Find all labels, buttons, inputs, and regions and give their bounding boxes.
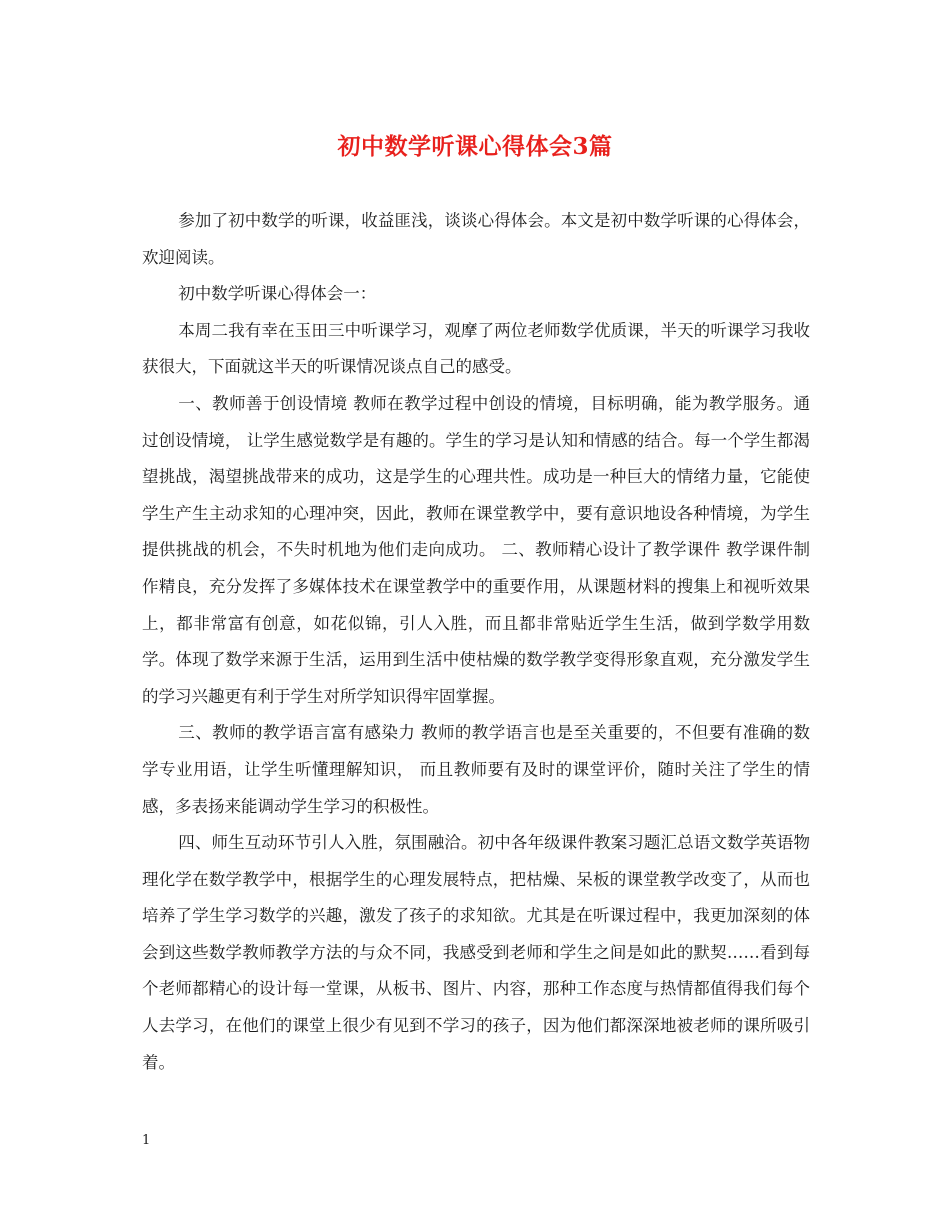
body-paragraph: 本周二我有幸在玉田三中听课学习，观摩了两位老师数学优质课，半天的听课学习我收获很大，下面就这半天的听课情况谈点自己的感受。 [142,320,810,377]
document-title: 初中数学听课心得体会3篇 [337,133,613,160]
body-paragraph: 三、教师的教学语言富有感染力 教师的教学语言也是至关重要的，不但要有准确的数学专业用语，让学生听懂理解知识， 而且教师要有及时的课堂评价，随时关注了学生的情感，多表扬来能调动学生学习的积极性。 [142,723,810,816]
intro-paragraph: 参加了初中数学的听课，收益匪浅，谈谈心得体会。本文是初中数学听课的心得体会，欢迎阅读。 [142,211,810,267]
document-body [142,203,810,1081]
page-number: 1 [142,1133,151,1148]
body-paragraph: 四、师生互动环节引人入胜，氛围融洽。初中各年级课件教案习题汇总语文数学英语物理化学在数学教学中，根据学生的心理发展特点，把枯燥、呆板的课堂教学改变了，从而也培养了学生学习数学的兴趣，激发了孩子的求知欲。尤其是在听课过程中，我更加深刻的体会到这些数学教师教学方法的与众不同，我感受到老师和学生之间是如此的默契……看到每个老师都精心的设计每一堂课，从板书、图片、内容，那种工作态度与热情都值得我们每个人去学习，在他们的课堂上很少有见到不学习的孩子，因为他们都深深地被老师的课所吸引着。 [142,833,810,1072]
section-heading: 初中数学听课心得体会一： [178,284,377,304]
body-paragraph: 一、教师善于创设情境 教师在教学过程中创设的情境，目标明确，能为教学服务。通过创设情境， 让学生感觉数学是有趣的。学生的学习是认知和情感的结合。每一个学生都渴望挑战，渴望挑战带来的成功，这是学生的心理共性。成功是一种巨大的情绪力量，它能使学生产生主动求知的心理冲突，因此，教师在课堂教学中，要有意识地设各种情境，为学生提供挑战的机会，不失时机地为他们走向成功。 二、教师精心设计了教学课件 教学课件制作精良，充分发挥了多媒体技术在课堂教学中的重要作用，从课题材料的搜集上和视听效果上，都非常富有创意，如花似锦，引人入胜，而且都非常贴近学生生活，做到学数学用数学。体现了数学来源于生活，运用到生活中使枯燥的数学教学变得形象直观，充分激发学生的学习兴趣更有利于学生对所学知识得牢固掌握。 [142,393,810,706]
